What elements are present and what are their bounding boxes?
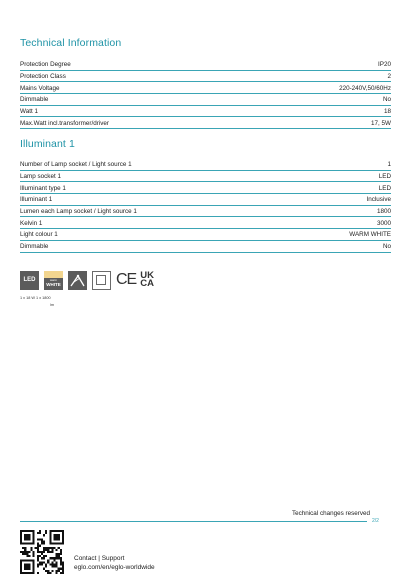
spec-value: LED [378,172,391,180]
page-number: 2/2 [372,518,379,524]
icon-caption-unit: lm [50,303,55,307]
spec-label: Dimmable [20,243,49,250]
spec-label: Watt 1 [20,107,38,115]
contact-block [74,554,155,572]
beam-angle-icon [68,271,87,290]
qr-code [20,530,64,574]
spec-row [20,59,391,71]
spec-label: Illuminant type 1 [20,184,66,192]
spec-value: 3000 [376,219,391,227]
spec-row [20,171,391,183]
spec-row [20,182,391,194]
spec-label: Number of Lamp socket / Light source 1 [20,161,132,169]
icon-caption: 1 x 18 W 1 x 1800 [20,296,51,300]
spec-value: 17, 5W [371,119,391,127]
contact-link[interactable]: eglo.com/en/eglo-worldwide [74,564,155,571]
spec-label: Lumen each Lamp socket / Light source 1 [20,207,137,215]
spec-row [20,94,391,106]
led-icon [20,271,39,290]
spec-value: 1 [387,161,391,169]
technical-information-table [20,59,391,129]
led-icon-label: LED [23,277,36,283]
illuminant-title: Illuminant 1 [20,138,75,150]
spec-row [20,159,391,171]
contact-support-label: Contact | Support [74,555,125,562]
spec-label: Dimmable [20,96,49,104]
spec-label: Lamp socket 1 [20,172,61,180]
warm-white-icon [44,271,63,290]
spec-row [20,229,391,241]
ukca-mark [140,269,154,289]
illuminant-table [20,159,391,253]
spec-row [20,82,391,94]
warm-white-label: WHITE [46,282,61,287]
spec-value: WARM WHITE [349,231,391,239]
warm-white-small-label: warm [49,277,58,282]
spec-value: 18 [383,107,391,115]
spec-value: Inclusive [366,196,391,204]
spec-label: Protection Degree [20,61,71,69]
spec-row [20,106,391,118]
spec-row [20,217,391,229]
spec-value: LED [378,184,391,192]
spec-label: Max.Watt incl.transformer/driver [20,119,109,127]
spec-row [20,241,391,253]
spec-value: 220-240V,50/60Hz [339,84,391,92]
spec-row [20,71,391,83]
spec-label: Light colour 1 [20,231,58,239]
technical-changes-note: Technical changes reserved [291,510,370,517]
technical-information-title: Technical Information [20,37,122,49]
spec-label: Illuminant 1 [20,196,53,204]
ukca-bottom: CA [140,278,154,289]
spec-label: Protection Class [20,72,66,80]
warm-white-color-bar [44,271,63,278]
ce-mark: CE [116,271,137,288]
spec-value: 1800 [376,207,391,215]
spec-value: No [382,243,391,250]
spec-label: Mains Voltage [20,84,60,92]
spec-value: 2 [387,72,391,80]
ukca-top: UK [140,269,154,281]
spec-row [20,206,391,218]
product-icons [20,268,154,292]
spec-label: Kelvin 1 [20,219,43,227]
spec-value: No [382,96,391,104]
footer-divider [20,521,367,522]
spec-value: IP20 [378,61,391,69]
spec-row [20,194,391,206]
protection-class-2-icon [92,271,111,290]
spec-row [20,117,391,129]
